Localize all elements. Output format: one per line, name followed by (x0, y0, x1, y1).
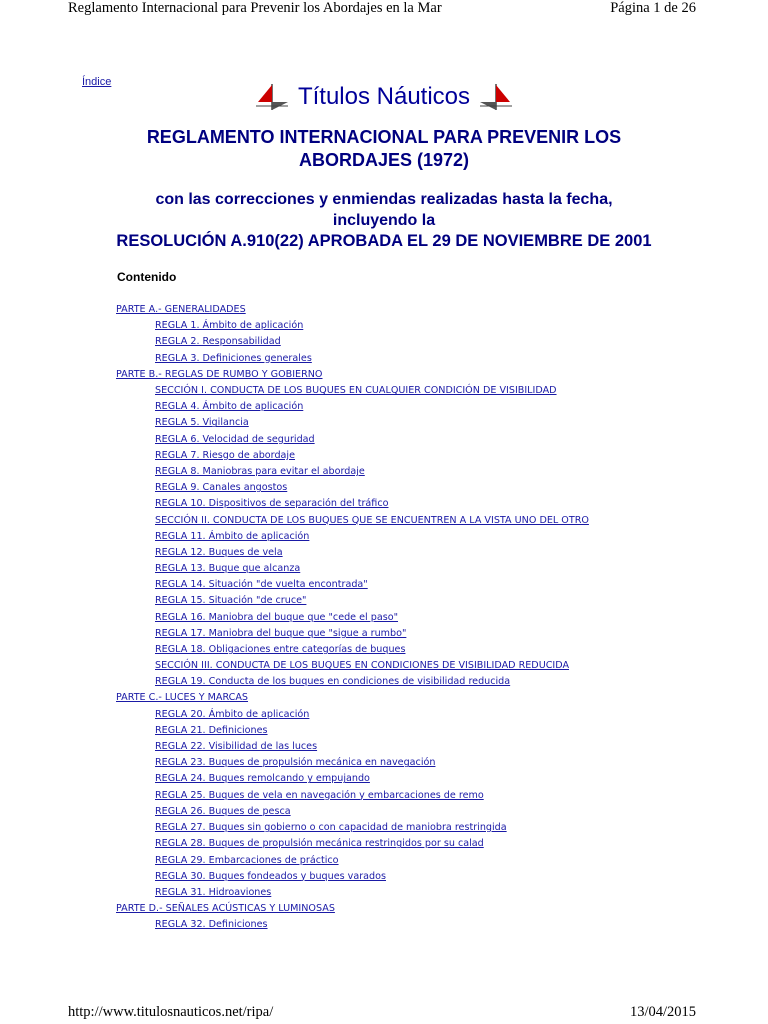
pennant-flag-right-icon (478, 80, 514, 114)
toc-rule-link[interactable]: REGLA 27. Buques sin gobierno o con capacidad de maniobra restringida (155, 822, 507, 834)
toc-rule-link[interactable]: REGLA 19. Conducta de los buques en condiciones de visibilidad reducida (155, 676, 511, 688)
toc-rule-link[interactable]: REGLA 14. Situación "de vuelta encontrada" (155, 579, 368, 591)
print-page-number: Página 1 de 26 (610, 0, 696, 16)
toc-rule-link[interactable]: REGLA 30. Buques fondeados y buques varados (155, 870, 386, 882)
toc-item (0, 739, 610, 755)
print-footer (68, 1004, 696, 1024)
toc-item (0, 869, 610, 885)
toc-rule-link[interactable]: REGLA 9. Canales angostos (155, 482, 288, 494)
toc-rule-link[interactable]: REGLA 20. Ámbito de aplicación (155, 708, 310, 720)
toc-rule-link[interactable]: REGLA 31. Hidroaviones (155, 886, 272, 898)
toc-item (0, 853, 610, 869)
toc-item (0, 674, 610, 690)
toc-item (0, 626, 610, 642)
subtitle-line: incluyendo la (332, 212, 436, 229)
site-title (0, 80, 768, 114)
toc-part-link[interactable]: PARTE D.- SEÑALES ACÚSTICAS Y LUMINOSAS (116, 903, 335, 915)
subtitle-line-resolution: RESOLUCIÓN A.910(22) APROBADA EL 29 DE NOVIEMBRE DE 2001 (116, 232, 652, 250)
toc-rule-link[interactable]: REGLA 2. Responsabilidad (155, 336, 281, 348)
toc-rule-link[interactable]: REGLA 32. Definiciones (155, 919, 268, 931)
toc-item (0, 561, 610, 577)
toc-rule-link[interactable]: REGLA 3. Definiciones generales (155, 352, 312, 364)
toc-rule-link[interactable]: REGLA 21. Definiciones (155, 724, 268, 736)
toc-part-link[interactable]: PARTE B.- REGLAS DE RUMBO Y GOBIERNO (116, 368, 323, 380)
site-title-text: Títulos Náuticos (297, 83, 471, 110)
toc-item (0, 334, 610, 350)
toc-item (0, 496, 610, 512)
document-subtitle (70, 189, 698, 252)
footer-date: 13/04/2015 (629, 1004, 696, 1020)
toc-item (0, 351, 610, 367)
toc-item (0, 658, 610, 674)
toc-rule-link[interactable]: REGLA 10. Dispositivos de separación del tráfico (155, 498, 389, 510)
toc-item (0, 917, 610, 933)
toc-rule-link[interactable]: REGLA 8. Maniobras para evitar el abordaje (155, 466, 365, 478)
toc-rule-link[interactable]: REGLA 5. Vigilancia (155, 417, 249, 429)
toc-item (0, 723, 610, 739)
subtitle-line: con las correcciones y enmiendas realizadas hasta la fecha, (155, 191, 613, 208)
contents-heading: Contenido (117, 270, 177, 284)
toc-rule-link[interactable]: REGLA 1. Ámbito de aplicación (155, 320, 304, 332)
toc-rule-link[interactable]: SECCIÓN III. CONDUCTA DE LOS BUQUES EN CONDICIONES DE VISIBILIDAD REDUCIDA (155, 660, 570, 672)
toc-item (0, 885, 610, 901)
document-title: REGLAMENTO INTERNACIONAL PARA PREVENIR LOS ABORDAJES (1972) (146, 127, 622, 170)
toc-rule-link[interactable]: REGLA 7. Riesgo de abordaje (155, 449, 295, 461)
toc-item (0, 642, 610, 658)
toc-item (0, 690, 768, 706)
toc-rule-link[interactable]: REGLA 4. Ámbito de aplicación (155, 401, 304, 413)
toc-item (0, 383, 610, 399)
toc-rule-link[interactable]: REGLA 24. Buques remolcando y empujando (155, 773, 370, 785)
toc-rule-link[interactable]: REGLA 18. Obligaciones entre categorías de buques (155, 644, 406, 656)
toc-item (0, 820, 610, 836)
toc-rule-link[interactable]: REGLA 6. Velocidad de seguridad (155, 433, 315, 445)
toc-part-link[interactable]: PARTE C.- LUCES Y MARCAS (116, 692, 249, 704)
toc-rule-link[interactable]: REGLA 17. Maniobra del buque que "sigue a rumbo" (155, 627, 407, 639)
toc-item (0, 367, 768, 383)
pennant-flag-left-icon (254, 80, 290, 114)
toc-rule-link[interactable]: REGLA 22. Visibilidad de las luces (155, 741, 318, 753)
toc-item (0, 901, 768, 917)
toc-rule-link[interactable]: REGLA 11. Ámbito de aplicación (155, 530, 310, 542)
toc-item (0, 480, 610, 496)
toc-rule-link[interactable]: REGLA 13. Buque que alcanza (155, 563, 301, 575)
toc-item (0, 788, 610, 804)
toc-item (0, 318, 610, 334)
toc-item (0, 836, 610, 852)
toc-item (0, 707, 610, 723)
toc-item (0, 464, 610, 480)
toc-item (0, 432, 610, 448)
toc-item (0, 804, 610, 820)
toc-rule-link[interactable]: REGLA 25. Buques de vela en navegación y embarcaciones de remo (155, 789, 484, 801)
toc-item (0, 577, 610, 593)
toc-item (0, 513, 610, 529)
toc-item (0, 448, 610, 464)
toc-item (0, 415, 610, 431)
toc-rule-link[interactable]: SECCIÓN II. CONDUCTA DE LOS BUQUES QUE SE ENCUENTREN A LA VISTA UNO DEL OTRO (155, 514, 589, 526)
toc-rule-link[interactable]: REGLA 15. Situación "de cruce" (155, 595, 307, 607)
toc-rule-link[interactable]: REGLA 28. Buques de propulsión mecánica restringidos por su calad (155, 838, 484, 850)
toc-rule-link[interactable]: REGLA 16. Maniobra del buque que "cede el paso" (155, 611, 399, 623)
toc-rule-link[interactable]: SECCIÓN I. CONDUCTA DE LOS BUQUES EN CUALQUIER CONDICIÓN DE VISIBILIDAD (155, 385, 557, 397)
toc-item (0, 771, 610, 787)
toc-item (0, 593, 610, 609)
print-header-title: Reglamento Internacional para Prevenir los Abordajes en la Mar (68, 0, 442, 16)
footer-url: http://www.titulosnauticos.net/ripa/ (68, 1004, 274, 1020)
toc-rule-link[interactable]: REGLA 26. Buques de pesca (155, 805, 291, 817)
index-link[interactable]: Índice (82, 76, 112, 88)
toc-item (0, 302, 768, 318)
toc-part-link[interactable]: PARTE A.- GENERALIDADES (116, 304, 246, 315)
toc-item (0, 545, 610, 561)
toc-item (0, 610, 610, 626)
print-header (68, 0, 696, 22)
toc-rule-link[interactable]: REGLA 29. Embarcaciones de práctico (155, 854, 339, 866)
toc-item (0, 755, 610, 771)
toc-rule-link[interactable]: REGLA 23. Buques de propulsión mecánica en navegación (155, 757, 436, 769)
toc-rule-link[interactable]: REGLA 12. Buques de vela (155, 546, 283, 558)
toc-item (0, 399, 610, 415)
toc-item (0, 529, 610, 545)
table-of-contents (0, 302, 768, 934)
